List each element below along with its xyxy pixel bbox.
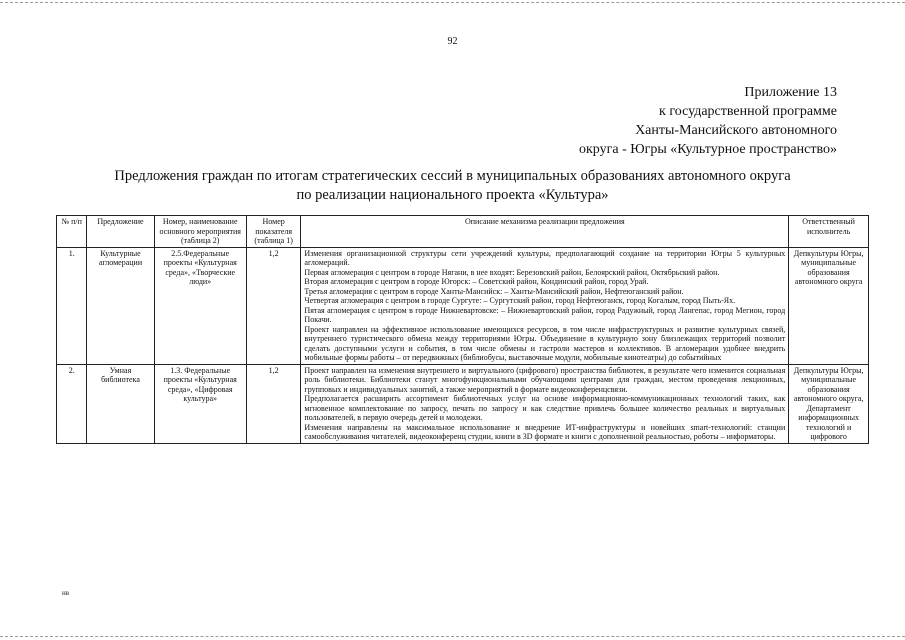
header-proposal: Предложение bbox=[87, 216, 154, 248]
cell-activity: 1.3. Федеральные проекты «Культурная среда», «Цифровая культура» bbox=[154, 364, 246, 443]
cell-responsible: Депкультуры Югры, муниципальные образования автономного округа, Департамент информационных технологий и цифрового bbox=[789, 364, 869, 443]
header-num: № п/п bbox=[57, 216, 87, 248]
appendix-line: округа - Югры «Культурное пространство» bbox=[579, 142, 837, 157]
description-paragraph: Пятая агломерация с центром в городе Нижневартовске: – Нижневартовский район, город Радужный, город Лангепас, город Мегион, город Покачи. bbox=[304, 305, 786, 324]
cell-num: 1. bbox=[57, 247, 87, 364]
cell-indicator: 1,2 bbox=[246, 364, 301, 443]
cell-description bbox=[301, 247, 789, 364]
appendix-line: Приложение 13 bbox=[744, 85, 837, 100]
cell-responsible: Депкультуры Югры, муниципальные образования автономного округа bbox=[789, 247, 869, 364]
description-paragraph: Изменения направлены на максимальное использование и внедрение ИТ-инфраструктуры и новейших smart-технологий: станции самообслуживания читателей, видеоконференц студии, книги в 3D формате и книги с дополненной реальностью, роботы – информаторы. bbox=[304, 422, 786, 441]
footer-mark: нв bbox=[62, 589, 70, 597]
cell-description bbox=[301, 364, 789, 443]
description-paragraph: Первая агломерация с центром в городе Нягани, в нее входят: Березовский район, Белоярский район, Октябрьский район. bbox=[304, 267, 720, 277]
description-paragraph: Вторая агломерация с центром в городе Югорск: – Советский район, Кондинский район, город Урай. bbox=[304, 277, 649, 286]
cell-proposal: Культурные агломерации bbox=[87, 247, 154, 364]
header-responsible: Ответственный исполнитель bbox=[789, 216, 869, 248]
appendix-header bbox=[579, 83, 837, 159]
appendix-line: к государственной программе bbox=[659, 104, 837, 119]
page-number: 92 bbox=[447, 36, 458, 47]
header-description: Описание механизма реализации предложения bbox=[301, 216, 789, 248]
header-indicator: Номер показателя (таблица 1) bbox=[246, 216, 301, 248]
description-paragraph: Проект направлен на эффективное использование имеющихся ресурсов, в том числе инфраструктурных и развитие культурных связей, внутреннего туристического обмена между территориями Югры. Объединение в культурную зону близлежащих территорий позволит сделать доступными услуги и события, в том числе обмены и гастроли мастеров и коллективов. В агломерации удобнее внедрить мобильные формы работы – от передвижных (библиобусы, выставочные модули, мобильные кинотеатры) до событийных bbox=[304, 324, 786, 362]
description-paragraph: Третья агломерация с центром в городе Ханты-Мансийск: – Ханты-Мансийский район, Нефтеюганский район. bbox=[304, 286, 684, 296]
table-row bbox=[57, 364, 869, 443]
document-title-line: по реализации национального проекта «Культура» bbox=[296, 187, 609, 203]
table-header-row bbox=[57, 216, 869, 248]
appendix-line: Ханты-Мансийского автономного bbox=[635, 123, 837, 138]
description-paragraph: Изменения организационной структуры сети учреждений культуры, предполагающий создание на территории Югры 5 культурных агломераций. bbox=[304, 248, 786, 267]
document-title-line: Предложения граждан по итогам стратегических сессий в муниципальных образованиях автономного округа bbox=[114, 168, 791, 184]
header-activity: Номер, наименование основного мероприятия (таблица 2) bbox=[154, 216, 246, 248]
description-paragraph: Проект направлен на изменения внутреннего и виртуального (цифрового) пространства библиотек, в результате чего изменится социальная роль библиотеки. Библиотеки станут многофункциональными обучающими центрами для граждан, местом проведения лекционных, групповых и индивидуальных занятий, а также мероприятий в формате видеоконференцсвязи. bbox=[304, 365, 786, 394]
proposals-table bbox=[56, 215, 869, 444]
table-row bbox=[57, 247, 869, 364]
scan-bottom-edge bbox=[0, 636, 905, 637]
description-paragraph: Четвертая агломерация с центром в городе Сургуте: – Сургутский район, город Нефтеюганск, город Когалым, город Пыть-Ях. bbox=[304, 296, 736, 305]
description-paragraph: Предполагается расширить ассортимент библиотечных услуг на основе информационно-коммуникационных технологий таких, как мгновенное комплектование по запросу, печать по запросу и как следствие привлечь большее количество реальных и виртуальных пользователей, в первую очередь детей и молодежи. bbox=[304, 394, 786, 422]
cell-proposal: Умная библиотека bbox=[87, 364, 154, 443]
cell-activity: 2.5.Федеральные проекты «Культурная среда», «Творческие люди» bbox=[154, 247, 246, 364]
cell-indicator: 1,2 bbox=[246, 247, 301, 364]
document-title bbox=[60, 167, 845, 205]
scan-top-edge bbox=[0, 2, 905, 3]
cell-num: 2. bbox=[57, 364, 87, 443]
